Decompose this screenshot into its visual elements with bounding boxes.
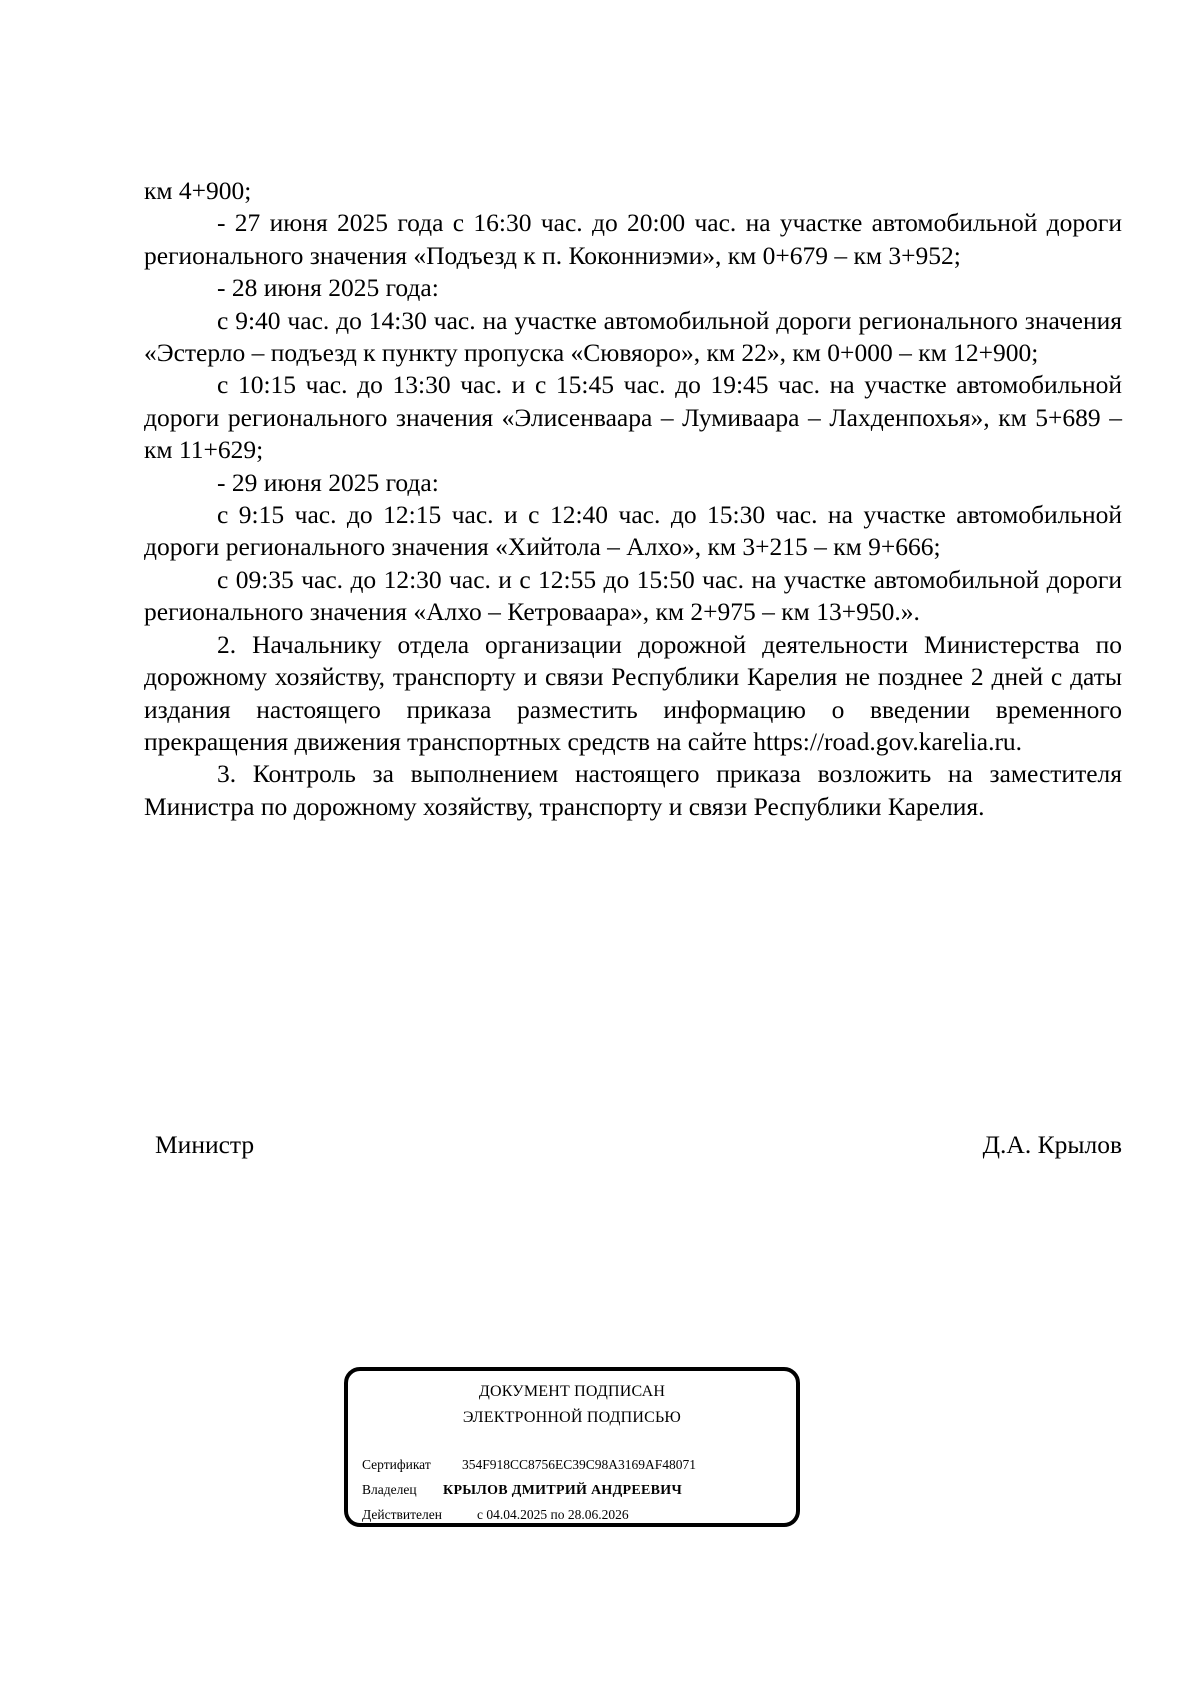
electronic-signature-stamp	[344, 1367, 800, 1527]
stamp-owner-label: Владелец	[362, 1482, 417, 1497]
stamp-owner-value: КРЫЛОВ ДМИТРИЙ АНДРЕЕВИЧ	[443, 1483, 683, 1498]
paragraph-june-29-alho: с 09:35 час. до 12:30 час. и с 12:55 до 15:50 час. на участке автомобильной дороги регионального значения «Алхо – Кетроваара», км 2+975 – км 13+950.».	[144, 564, 1122, 627]
stamp-owner-row	[362, 1479, 682, 1502]
document-body	[144, 175, 1122, 823]
stamp-validity-label: Действителен	[362, 1507, 442, 1522]
stamp-title-line-1: ДОКУМЕНТ ПОДПИСАН	[478, 1383, 666, 1400]
paragraph-june-27: - 27 июня 2025 года с 16:30 час. до 20:00 час. на участке автомобильной дороги регионального значения «Подъезд к п. Коконниэми», км 0+679 – км 3+952;	[144, 208, 1122, 270]
paragraph-june-28-heading: - 28 июня 2025 года:	[217, 273, 439, 303]
stamp-validity-row	[362, 1504, 629, 1526]
paragraph-june-28-esterlo: с 9:40 час. до 14:30 час. на участке автомобильной дороги регионального значения «Эстерло – подъезд к пункту пропуска «Сювяоро», км 22», км 0+000 – км 12+900;	[144, 305, 1122, 368]
paragraph-item-2: 2. Начальнику отдела организации дорожной деятельности Министерства по дорожному хозяйству, транспорту и связи Республики Карелия не позднее 2 дней с даты издания настоящего приказа разместить информацию о введении временного прекращения движения транспортных средств на сайте https://road.gov.karelia.ru.	[144, 629, 1122, 756]
paragraph-june-28-elisenvaara: с 10:15 час. до 13:30 час. и с 15:45 час. до 19:45 час. на участке автомобильной дороги регионального значения «Элисенваара – Лумиваара – Лахденпохья», км 5+689 – км 11+629;	[144, 370, 1122, 465]
paragraph-item-3: 3. Контроль за выполнением настоящего приказа возложить на заместителя Министра по дорожному хозяйству, транспорту и связи Республики Карелия.	[144, 759, 1122, 821]
paragraph-june-29-heading: - 29 июня 2025 года:	[217, 467, 439, 497]
stamp-title-line-2: ЭЛЕКТРОННОЙ ПОДПИСЬЮ	[462, 1409, 682, 1426]
stamp-validity-value: с 04.04.2025 по 28.06.2026	[477, 1507, 629, 1522]
stamp-certificate-value: 354F918CC8756EC39C98A3169AF48071	[462, 1457, 697, 1472]
paragraph-continuation: км 4+900;	[144, 176, 252, 205]
signature-name: Д.А. Крылов	[982, 1130, 1122, 1159]
signature-position: Министр	[155, 1130, 255, 1159]
paragraph-june-29-hiitola: с 9:15 час. до 12:15 час. и с 12:40 час. до 15:30 час. на участке автомобильной дороги регионального значения «Хийтола – Алхо», км 3+215 – км 9+666;	[144, 500, 1122, 562]
stamp-certificate-row	[362, 1454, 696, 1476]
stamp-certificate-label: Сертификат	[362, 1457, 431, 1472]
